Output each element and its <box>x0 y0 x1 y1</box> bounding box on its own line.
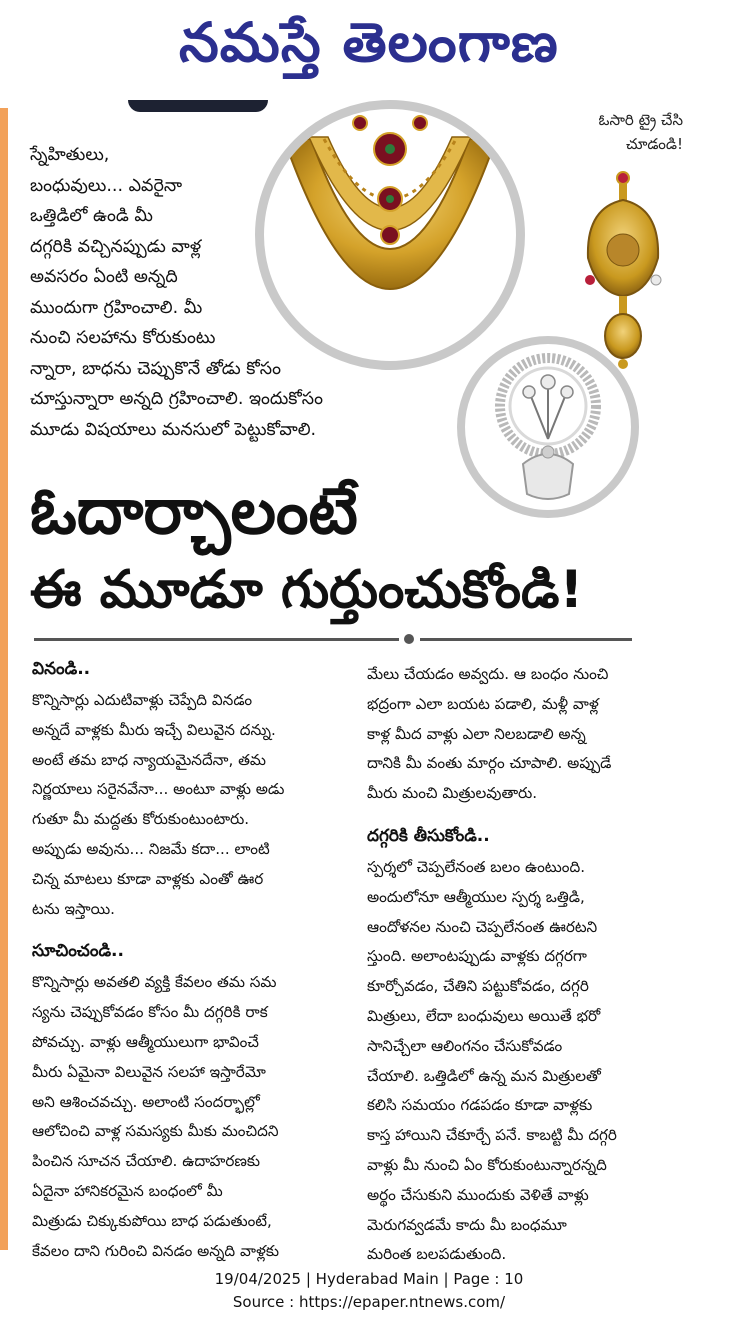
section-heading: దగ్గరికి తీసుకోండి.. <box>367 825 490 846</box>
page-footer <box>0 1268 738 1314</box>
hint-text <box>565 108 683 156</box>
intro-line: చూస్తున్నారా అన్నది గ్రహించాలి. ఇందుకోసం <box>30 389 323 409</box>
hint-line: చూడండి! <box>625 135 683 153</box>
body-line: మిత్రులు, లేదా బంధువులు అయితే భరో <box>367 1006 601 1025</box>
body-line: చేయాలి. ఒత్తిడిలో ఉన్న మన మిత్రులతో <box>367 1066 601 1085</box>
section-heading: వినండి.. <box>32 659 91 679</box>
footer-source[interactable]: Source : https://epaper.ntnews.com/ <box>232 1293 506 1311</box>
body-line: మెరుగవ్వడమే కాదు మీ బంధమూ <box>367 1215 567 1234</box>
body-line: దానికి మీ వంతు మార్గం చూపాలి. అప్పుడే <box>367 754 612 773</box>
body-line: మిత్రుడు చిక్కుకుపోయి బాధ పడుతుంటే, <box>32 1211 272 1230</box>
masthead <box>0 0 738 88</box>
body-line: కాళ్ల మీద వాళ్లు ఎలా నిలబడాలి అన్న <box>367 724 586 743</box>
intro-line: బంధువులు... ఎవరైనా <box>30 175 183 196</box>
body-line: మీరు మంచి మిత్రులవుతారు. <box>367 784 538 803</box>
body-line: మేలు చేయడం అవ్వదు. ఆ బంధం నుంచి <box>367 665 609 683</box>
body-line: కొన్నిసార్లు ఎదుటివాళ్లు చెప్పేది వినడం <box>32 691 253 709</box>
intro-line: దగ్గరికి వచ్చినప్పుడు వాళ్ల <box>30 236 202 257</box>
body-line: ఏదైనా హానికరమైన బంధంలో మీ <box>32 1181 223 1200</box>
body-line: కలిసి సమయం గడపడం కూడా వాళ్లకు <box>367 1096 593 1115</box>
left-column <box>32 652 362 1266</box>
body-line: కొన్నిసార్లు అవతలి వ్యక్తి కేవలం తమ సమ <box>32 973 277 992</box>
body-line: స్యను చెప్పుకోవడం కోసం మీ దగ్గరికి రాక <box>32 1003 268 1022</box>
body-line: అంటే తమ బాధ న్యాయమైనదేనా, తమ <box>32 750 266 769</box>
body-line: సానిచ్చేలా ఆలింగనం చేసుకోవడం <box>367 1036 563 1055</box>
spacer <box>32 924 362 934</box>
body-line: చిన్న మాటలు కూడా వాళ్లకు ఎంతో ఊర <box>32 869 264 888</box>
pendant-illustration <box>578 168 668 378</box>
body-line: స్తుంది. అలాంటప్పుడు వాళ్లకు దగ్గరగా <box>367 947 587 966</box>
body-line: కేవలం దాని గురించి వినడం అన్నది వాళ్లకు <box>32 1241 280 1260</box>
body-line: ఆందోళనల నుంచి చెప్పలేనంత ఊరటని <box>367 917 598 936</box>
divider-left <box>34 638 399 641</box>
body-line: భద్రంగా ఎలా బయట పడాలి, మళ్లీ వాళ్ల <box>367 694 599 713</box>
right-column <box>367 660 707 1270</box>
body-line: టను ఇస్తాయి. <box>32 899 115 918</box>
body-line: గుతూ మీ మద్దతు కోరుకుంటుంటారు. <box>32 810 250 829</box>
body-line: అర్థం చేసుకుని ముందుకు వెళితే వాళ్లు <box>367 1185 589 1204</box>
body-line: అప్పుడు అవును... నిజమే కదా... లాంటి <box>32 839 270 858</box>
body-line: మరింత బలపడుతుంది. <box>367 1245 507 1264</box>
body-line: కూర్చోవడం, చేతిని పట్టుకోవడం, దగ్గరి <box>367 977 589 996</box>
intro-line: మూడు విషయాలు మనసులో పెట్టుకోవాలి. <box>30 419 317 440</box>
intro-paragraph <box>30 140 382 445</box>
body-line: అన్నదే వాళ్లకు మీరు ఇచ్చే విలువైన దన్ను. <box>32 720 276 739</box>
top-image-fragment <box>128 100 268 112</box>
body-line: ఆలోచించి వాళ్ల సమస్యకు మీకు మంచిదని <box>32 1122 279 1141</box>
accent-bar <box>0 108 8 1250</box>
body-line: వాళ్లు మీ నుంచి ఏం కోరుకుంటున్నారన్నది <box>367 1155 607 1174</box>
intro-line: నుంచి సలహాను కోరుకుంటు <box>30 328 216 348</box>
hint-line: ఓసారి ట్రై చేసి <box>598 111 683 129</box>
body-line: అందులోనూ ఆత్మీయుల స్పర్శ ఒత్తిడి, <box>367 887 585 906</box>
body-line: మీరు ఏమైనా విలువైన సలహా ఇస్తారేమో <box>32 1062 266 1081</box>
headline-line-1: ఓదార్చాలంటే <box>30 475 358 549</box>
divider-dot <box>404 634 414 644</box>
spacer <box>367 809 707 819</box>
body-line: అని ఆశించవచ్చు. అలాంటి సందర్భాల్లో <box>32 1092 260 1111</box>
body-line: కాస్త హాయిని చేకూర్చే పనే. కాబట్టి మీ దగ్గరి <box>367 1126 617 1145</box>
intro-line: ముందుగా గ్రహించాలి. మీ <box>30 297 203 318</box>
body-line: పోవచ్చు. వాళ్లు ఆత్మీయులుగా భావించే <box>32 1032 259 1051</box>
footer-date-edition: 19/04/2025 | Hyderabad Main | Page : 10 <box>214 1270 524 1288</box>
section-heading: సూచించండి.. <box>32 941 124 962</box>
intro-line: న్నారా, బాధను చెప్పుకొనే తోడు కోసం <box>30 358 281 379</box>
body-line: పించిన సూచన చేయాలి. ఉదాహరణకు <box>32 1152 261 1171</box>
intro-line: అవసరం ఏంటి అన్నది <box>30 267 178 287</box>
divider-right <box>420 638 632 641</box>
intro-line: స్నేహితులు, <box>30 145 110 165</box>
intro-line: ఒత్తిడిలో ఉండి మీ <box>30 206 153 226</box>
body-line: స్పర్శలో చెప్పలేనంత బలం ఉంటుంది. <box>367 857 586 876</box>
newspaper-title: నమస్తే తెలంగాణ <box>179 10 559 74</box>
body-line: నిర్ణయాలు సరైనవేనా... అంటూ వాళ్లు అడు <box>32 780 285 799</box>
headline-line-2: ఈ మూడూ గుర్తుంచుకోండి! <box>30 560 584 620</box>
